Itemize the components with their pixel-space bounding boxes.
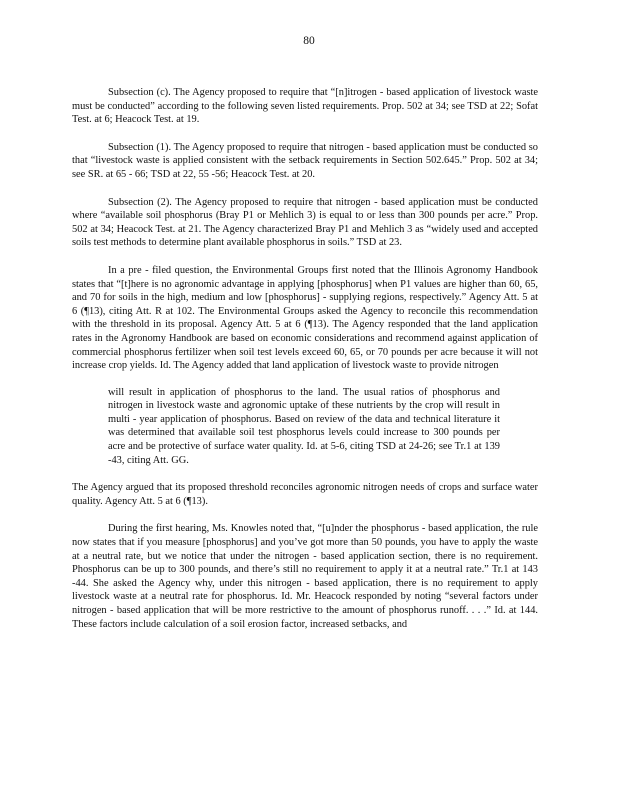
paragraph-agency-argued: The Agency argued that its proposed threshold reconciles agronomic nitrogen needs of crops and surface water quality. Agency Att. 5 at 6 (¶13).	[72, 482, 538, 507]
page-number: 80	[303, 35, 315, 47]
paragraph-subsection-2: Subsection (2). The Agency proposed to require that nitrogen - based application must be conducted where “available soil phosphorus (Bray P1 or Mehlich 3) is equal to or less than 300 pounds per acre.” Prop. 502 at 34; Heacock Test. at 21. The Agency characterized Bray P1 and Mehlich 3 as “widely used and accepted soils test methods to determine plant available phosphorus in soils.” TSD at 23.	[72, 196, 538, 249]
paragraph-prefiled-question: In a pre - filed question, the Environmental Groups first noted that the Illinois Agronomy Handbook states that “[t]here is no agronomic advantage in applying [phosphorus] when P1 values are higher than 60, 65, and 70 for soils in the high, medium and low [phosphorus] - supplying regions, respectively.” Agency Att. 5 at 6 (¶13), citing Att. R at 102. The Environmental Groups asked the Agency to reconcile this recommendation with the threshold in its proposal. Agency Att. 5 at 6 (¶13). The Agency responded that the land application rates in the Agronomy Handbook are based on economic considerations and recommend against application of commercial phosphorus fertilizer when soil test levels exceed 60, 65, or 70 pounds per acre because it will not increase crop yields. Id. The Agency added that land application of livestock waste to provide nitrogen	[72, 264, 538, 372]
paragraph-first-hearing: During the first hearing, Ms. Knowles noted that, “[u]nder the phosphorus - based application, the rule now states that if you measure [phosphorus] and you’ve got more than 50 pounds, you have to apply the waste at a neutral rate, but we notice that under the nitrogen - based application section, there is no requirement. Phosphorus can be up to 300 pounds, and there’s still no requirement to apply it at a neutral rate.” Tr.1 at 143 -44. She asked the Agency why, under this nitrogen - based application, there is no requirement to apply livestock waste at a neutral rate for phosphorus. Id. Mr. Heacock responded by noting “several factors under nitrogen - based application that will be more restrictive to the amount of phosphorus runoff. . . .” Id. at 144. These factors include calculation of a soil erosion factor, increased setbacks, and	[72, 523, 538, 630]
paragraph-subsection-c: Subsection (c). The Agency proposed to require that “[n]itrogen - based application of livestock waste must be conducted” according to the following seven listed requirements. Prop. 502 at 34; see TSD at 22; Sofat Test. at 6; Heacock Test. at 19.	[72, 87, 538, 126]
paragraph-subsection-1: Subsection (1). The Agency proposed to require that nitrogen - based application must be conducted so that “livestock waste is applied consistent with the setback requirements in Section 502.645.” Prop. 502 at 34; see SR. at 65 - 66; TSD at 22, 55 -56; Heacock Test. at 20.	[72, 141, 538, 180]
document-body	[72, 86, 538, 645]
block-quote: will result in application of phosphorus to the land. The usual ratios of phosphorus and nitrogen in livestock waste and agronomic uptake of these nutrients by the crop will result in multi - year application of phosphorus. Based on review of the data and technical literature it was determined that available soil test phosphorus levels could increase to 300 pounds per acre and be protective of surface water quality. Id. at 5-6, citing TSD at 24-26; see Tr.1 at 139 -43, citing Att. GG.	[108, 386, 500, 466]
